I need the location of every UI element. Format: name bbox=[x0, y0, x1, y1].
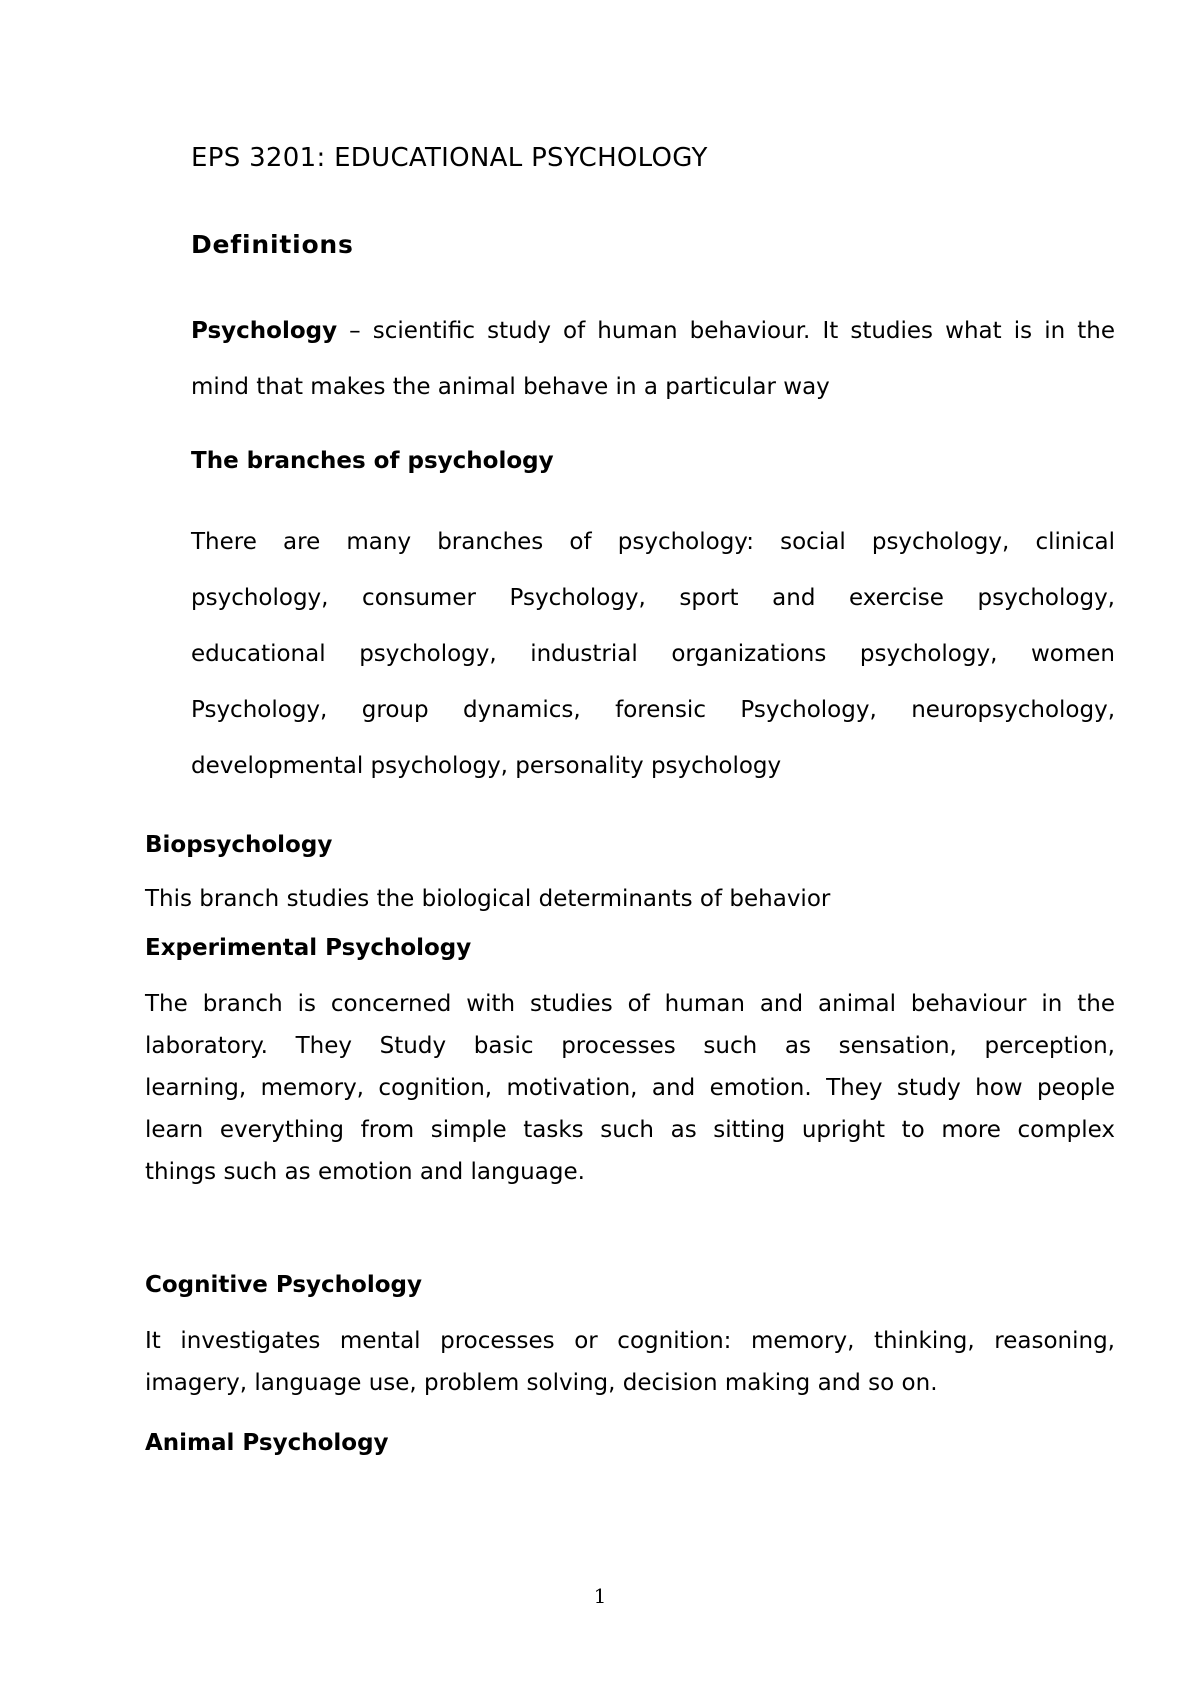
cognitive-psychology-heading: Cognitive Psychology bbox=[145, 1272, 422, 1298]
psychology-definition-line-2: mind that makes the animal behave in a particular way bbox=[191, 374, 830, 400]
branches-line: There are many branches of psychology: social psychology, clinical bbox=[191, 529, 1115, 555]
definitions-heading: Definitions bbox=[191, 230, 354, 259]
page-number: 1 bbox=[593, 1584, 607, 1608]
psychology-definition-line-1: Psychology – scientific study of human behaviour. It studies what is in the bbox=[191, 318, 1115, 344]
biopsychology-body bbox=[145, 878, 1115, 920]
section-line: imagery, language use, problem solving, decision making and so on. bbox=[145, 1370, 938, 1396]
psychology-term: Psychology bbox=[191, 318, 338, 344]
psychology-definition bbox=[191, 303, 1115, 415]
animal-psychology-heading: Animal Psychology bbox=[145, 1430, 389, 1456]
document-title: EPS 3201: EDUCATIONAL PSYCHOLOGY bbox=[191, 143, 708, 173]
section-line: It investigates mental processes or cognition: memory, thinking, reasoning, bbox=[145, 1328, 1115, 1354]
section-line: This branch studies the biological determinants of behavior bbox=[145, 886, 831, 912]
section-line: learning, memory, cognition, motivation, and emotion. They study how people bbox=[145, 1075, 1115, 1101]
branches-line: Psychology, group dynamics, forensic Psychology, neuropsychology, bbox=[191, 697, 1115, 723]
section-line: The branch is concerned with studies of human and animal behaviour in the bbox=[145, 991, 1115, 1017]
section-line: learn everything from simple tasks such as sitting upright to more complex bbox=[145, 1117, 1115, 1143]
branches-line: educational psychology, industrial organizations psychology, women bbox=[191, 641, 1115, 667]
branches-heading: The branches of psychology bbox=[191, 448, 554, 474]
experimental-psychology-body bbox=[145, 983, 1115, 1193]
experimental-psychology-heading: Experimental Psychology bbox=[145, 935, 472, 961]
branches-paragraph bbox=[191, 514, 1115, 794]
cognitive-psychology-body bbox=[145, 1320, 1115, 1404]
branches-line: psychology, consumer Psychology, sport and exercise psychology, bbox=[191, 585, 1115, 611]
biopsychology-heading: Biopsychology bbox=[145, 832, 333, 858]
section-line: things such as emotion and language. bbox=[145, 1159, 585, 1185]
section-line: laboratory. They Study basic processes such as sensation, perception, bbox=[145, 1033, 1115, 1059]
branches-line: developmental psychology, personality psychology bbox=[191, 753, 782, 779]
